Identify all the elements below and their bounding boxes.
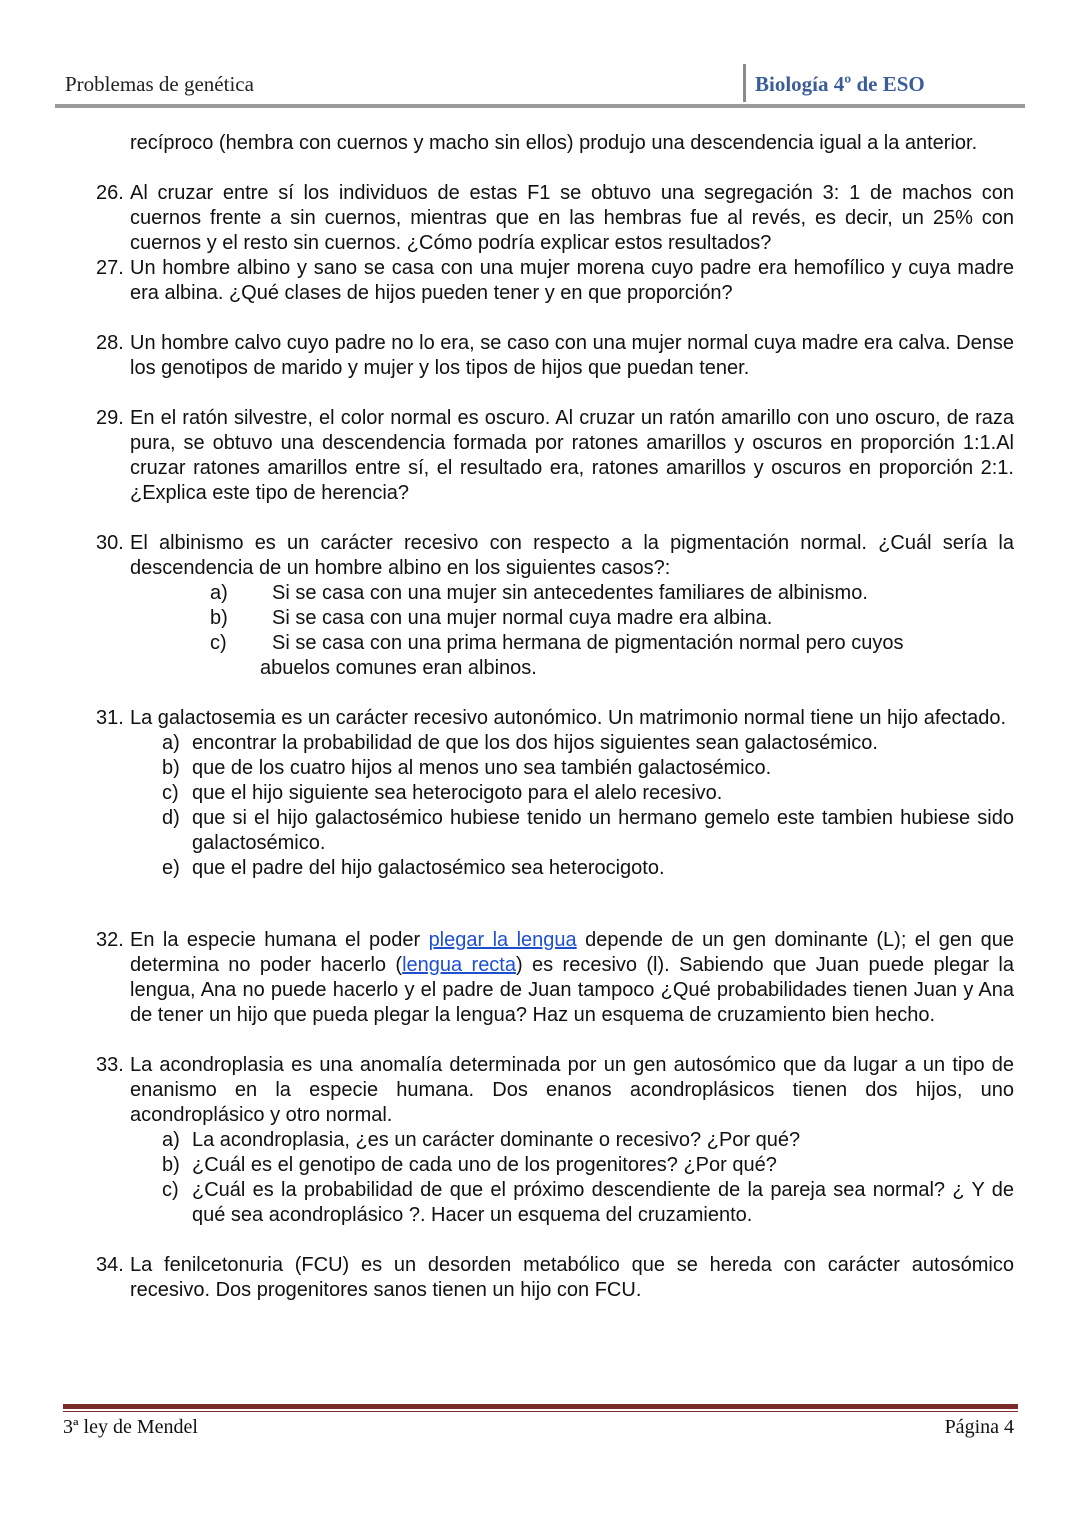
document-body — [96, 131, 1014, 1303]
item-letter: b) — [210, 607, 228, 629]
header-title: Problemas de genética — [65, 72, 254, 96]
item-letter: b) — [162, 757, 180, 779]
question-number: 33. — [96, 1054, 124, 1076]
item-letter: c) — [210, 632, 227, 654]
question-number: 26. — [96, 182, 124, 204]
question-number: 32. — [96, 929, 124, 951]
question-number: 28. — [96, 332, 124, 354]
question-30 — [96, 531, 1014, 581]
intro-paragraph: recíproco (hembra con cuernos y macho sin ellos) produjo una descendencia igual a la anterior. — [130, 132, 978, 154]
question-text: La galactosemia es un carácter recesivo autonómico. Un matrimonio normal tiene un hijo afectado. — [130, 707, 1007, 729]
page-number: Página 4 — [944, 1416, 1014, 1438]
question-text: La acondroplasia es una anomalía determinada por un gen autosómico que da lugar a un tipo de enanismo en la especie humana. Dos enanos acondroplásicos tienen dos hijos, uno acondroplásico y otro normal. — [130, 1054, 1014, 1126]
question-number: 30. — [96, 532, 124, 554]
list-item — [96, 1128, 1014, 1153]
list-item — [96, 606, 1014, 631]
question-number: 29. — [96, 407, 124, 429]
text-segment: depende de un gen dominante (L); el gen que determina no poder hacerlo ( — [130, 929, 1014, 976]
item-letter: a) — [162, 1129, 180, 1151]
item-text: Si se casa con una prima hermana de pigmentación normal pero cuyos — [272, 632, 904, 654]
question-text — [130, 928, 1014, 1028]
item-text: que el hijo siguiente sea heterocigoto para el alelo recesivo. — [192, 782, 723, 804]
question-number: 34. — [96, 1254, 124, 1276]
question-34 — [96, 1253, 1014, 1303]
question-31 — [96, 706, 1014, 731]
question-number: 27. — [96, 257, 124, 279]
footer-topic: 3ª ley de Mendel — [63, 1416, 198, 1438]
item-continuation: abuelos comunes eran albinos. — [260, 657, 537, 679]
question-27 — [96, 256, 1014, 306]
item-letter: c) — [162, 782, 179, 804]
question-32 — [96, 928, 1014, 1028]
item-text: que el padre del hijo galactosémico sea heterocigoto. — [192, 857, 665, 879]
list-item — [96, 756, 1014, 781]
question-text: Un hombre albino y sano se casa con una mujer morena cuyo padre era hemofílico y cuya madre era albina. ¿Qué clases de hijos pueden tener y en que proporción? — [130, 257, 1014, 304]
list-item — [96, 781, 1014, 806]
header-subject: Biología 4º de ESO — [755, 72, 925, 96]
list-item — [96, 856, 1014, 881]
text-segment: En la especie humana el poder — [130, 929, 429, 951]
header-separator — [743, 64, 746, 102]
item-text: Si se casa con una mujer normal cuya madre era albina. — [272, 607, 773, 629]
question-text: Un hombre calvo cuyo padre no lo era, se caso con una mujer normal cuya madre era calva. Dense los genotipos de marido y mujer y los tipos de hijos que puedan tener. — [130, 332, 1014, 379]
item-letter: a) — [162, 732, 180, 754]
list-item — [96, 581, 1014, 606]
text-segment: ) es recesivo (l). Sabiendo que Juan puede plegar la lengua, Ana no puede hacerlo y el padre de Juan tampoco ¿Qué probabilidades tienen Juan y Ana de tener un hijo que pueda plegar la lengua? Haz un esquema de cruzamiento bien hecho. — [130, 954, 1014, 1026]
question-text: La fenilcetonuria (FCU) es un desorden metabólico que se hereda con carácter autosómico recesivo. Dos progenitores sanos tienen un hijo con FCU. — [130, 1254, 1014, 1301]
question-text: Al cruzar entre sí los individuos de estas F1 se obtuvo una segregación 3: 1 de machos con cuernos frente a sin cuernos, mientras que en las hembras fue al revés, es decir, un 25% con cuernos y el resto sin cuernos. ¿Cómo podría explicar estos resultados? — [130, 182, 1014, 254]
footer-divider-thin — [63, 1411, 1018, 1412]
footer-divider — [63, 1404, 1018, 1409]
question-number: 31. — [96, 707, 124, 729]
list-item — [96, 631, 1014, 656]
item-letter: d) — [162, 807, 180, 829]
question-26 — [96, 181, 1014, 256]
item-text: Si se casa con una mujer sin antecedentes familiares de albinismo. — [272, 582, 868, 604]
item-text: ¿Cuál es la probabilidad de que el próximo descendiente de la pareja sea normal? ¿ Y de qué sea acondroplásico ?. Hacer un esquema del cruzamiento. — [192, 1179, 1014, 1226]
question-text: El albinismo es un carácter recesivo con respecto a la pigmentación normal. ¿Cuál sería la descendencia de un hombre albino en los siguientes casos?: — [130, 532, 1014, 579]
item-letter: e) — [162, 857, 180, 879]
question-text: En el ratón silvestre, el color normal es oscuro. Al cruzar un ratón amarillo con uno oscuro, de raza pura, se obtuvo una descendencia formada por ratones amarillos y oscuros en proporción 1:1.Al cruzar ratones amarillos entre sí, el resultado era, ratones amarillos y oscuros en proporción 2:1. ¿Explica este tipo de herencia? — [130, 407, 1014, 504]
item-letter: b) — [162, 1154, 180, 1176]
list-item — [96, 731, 1014, 756]
list-item — [96, 1153, 1014, 1178]
item-text: encontrar la probabilidad de que los dos hijos siguientes sean galactosémico. — [192, 732, 878, 754]
item-text: que de los cuatro hijos al menos uno sea también galactosémico. — [192, 757, 772, 779]
item-letter: a) — [210, 582, 228, 604]
question-28 — [96, 331, 1014, 381]
item-text: que si el hijo galactosémico hubiese tenido un hermano gemelo este tambien hubiese sido galactosémico. — [192, 807, 1014, 854]
item-text: ¿Cuál es el genotipo de cada uno de los progenitores? ¿Por qué? — [192, 1154, 777, 1176]
link-plegar-lengua[interactable]: plegar la lengua — [428, 929, 577, 951]
page-header — [55, 70, 1025, 108]
item-text: La acondroplasia, ¿es un carácter dominante o recesivo? ¿Por qué? — [192, 1129, 801, 1151]
question-29 — [96, 406, 1014, 506]
question-33 — [96, 1053, 1014, 1128]
item-letter: c) — [162, 1179, 179, 1201]
list-item — [96, 806, 1014, 856]
list-item — [96, 1178, 1014, 1228]
link-lengua-recta[interactable]: lengua recta — [402, 954, 516, 976]
